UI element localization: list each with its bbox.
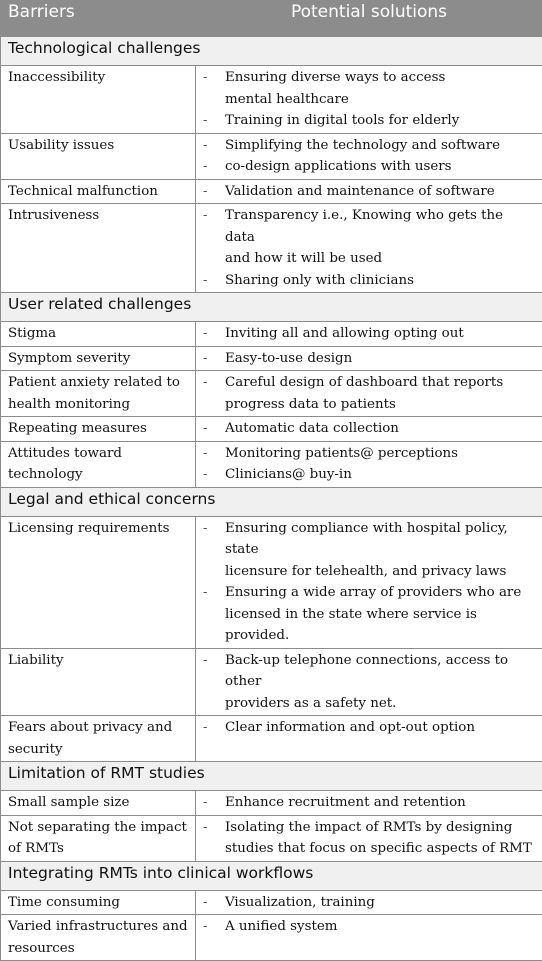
table-row: [1, 133, 542, 179]
solution-line: Transparency i.e., Knowing who gets the data: [225, 205, 535, 248]
barrier-cell: [1, 346, 196, 371]
section-title: User related challenges: [1, 293, 542, 322]
solution-text: [225, 205, 535, 270]
solutions-cell: [196, 815, 542, 861]
solution-text: [225, 110, 535, 132]
table-row: [1, 417, 542, 442]
barrier-line: security: [8, 739, 188, 761]
solution-text: [225, 792, 535, 814]
solution-line: Enhance recruitment and retention: [225, 792, 535, 814]
dash-marker: -: [203, 67, 225, 110]
dash-marker: -: [203, 205, 225, 270]
barrier-cell: [1, 648, 196, 716]
section-row: [1, 37, 542, 66]
section-title: Legal and ethical concerns: [1, 487, 542, 516]
solution-item: [203, 792, 535, 814]
header-row: [1, 1, 542, 37]
solution-text: [225, 464, 535, 486]
table-row: [1, 66, 542, 134]
dash-marker: -: [203, 323, 225, 345]
barrier-cell: [1, 791, 196, 816]
barrier-line: health monitoring: [8, 394, 188, 416]
solution-line: co-design applications with users: [225, 156, 535, 178]
solutions-cell: [196, 204, 542, 293]
barrier-cell: [1, 915, 196, 961]
solution-line: Ensuring compliance with hospital policy, state: [225, 518, 535, 561]
barrier-line: Stigma: [8, 323, 188, 345]
solutions-cell: [196, 791, 542, 816]
solution-line: Training in digital tools for elderly: [225, 110, 535, 132]
dash-marker: -: [203, 582, 225, 647]
dash-marker: -: [203, 892, 225, 914]
solution-line: providers as a safety net.: [225, 693, 535, 715]
solution-item: [203, 464, 535, 486]
dash-marker: -: [203, 270, 225, 292]
solution-line: Simplifying the technology and software: [225, 135, 535, 157]
header-solutions: Potential solutions: [196, 1, 542, 37]
solution-item: [203, 156, 535, 178]
solutions-cell: [196, 648, 542, 716]
table-row: [1, 441, 542, 487]
solutions-cell: [196, 417, 542, 442]
dash-marker: -: [203, 348, 225, 370]
dash-marker: -: [203, 156, 225, 178]
solution-line: Visualization, training: [225, 892, 535, 914]
solution-line: progress data to patients: [225, 394, 535, 416]
solution-line: Back-up telephone connections, access to other: [225, 650, 535, 693]
barrier-cell: [1, 716, 196, 762]
dash-marker: -: [203, 181, 225, 203]
table-row: [1, 815, 542, 861]
table-row: [1, 371, 542, 417]
solution-text: [225, 156, 535, 178]
barrier-cell: [1, 204, 196, 293]
barrier-line: Time consuming: [8, 892, 188, 914]
section-row: [1, 487, 542, 516]
barrier-line: Fears about privacy and: [8, 717, 188, 739]
solution-line: Ensuring a wide array of providers who are: [225, 582, 535, 604]
barrier-line: Technical malfunction: [8, 181, 188, 203]
solution-item: [203, 418, 535, 440]
solution-line: Ensuring diverse ways to access: [225, 67, 535, 89]
barrier-cell: [1, 133, 196, 179]
section-title: Limitation of RMT studies: [1, 762, 542, 791]
barrier-cell: [1, 179, 196, 204]
solution-line: studies that focus on specific aspects of RMT: [225, 838, 535, 860]
solution-item: [203, 892, 535, 914]
barrier-line: Intrusiveness: [8, 205, 188, 227]
solution-text: [225, 348, 535, 370]
barrier-line: of RMTs: [8, 838, 188, 860]
table-row: [1, 915, 542, 961]
solution-item: [203, 205, 535, 270]
solution-line: Clear information and opt-out option: [225, 717, 535, 739]
solution-item: [203, 270, 535, 292]
table-row: [1, 791, 542, 816]
solution-line: Inviting all and allowing opting out: [225, 323, 535, 345]
solution-text: [225, 443, 535, 465]
table-row: [1, 179, 542, 204]
solution-line: Clinicians@ buy-in: [225, 464, 535, 486]
solution-text: [225, 817, 535, 860]
solution-text: [225, 181, 535, 203]
barrier-line: Small sample size: [8, 792, 188, 814]
barrier-line: Attitudes toward technology: [8, 443, 188, 486]
solution-text: [225, 582, 535, 647]
dash-marker: -: [203, 650, 225, 715]
table-row: [1, 516, 542, 648]
solution-line: mental healthcare: [225, 89, 535, 111]
table-row: [1, 346, 542, 371]
table-row: [1, 204, 542, 293]
solution-line: and how it will be used: [225, 248, 535, 270]
barrier-cell: [1, 441, 196, 487]
section-row: [1, 861, 542, 890]
dash-marker: -: [203, 817, 225, 860]
solutions-cell: [196, 322, 542, 347]
solution-item: [203, 518, 535, 583]
barrier-line: Licensing requirements: [8, 518, 188, 540]
dash-marker: -: [203, 518, 225, 583]
solution-line: Careful design of dashboard that reports: [225, 372, 535, 394]
dash-marker: -: [203, 110, 225, 132]
barrier-line: Repeating measures: [8, 418, 188, 440]
barrier-line: Inaccessibility: [8, 67, 188, 89]
solution-item: [203, 650, 535, 715]
barrier-cell: [1, 66, 196, 134]
solution-line: Easy-to-use design: [225, 348, 535, 370]
solution-line: Automatic data collection: [225, 418, 535, 440]
solution-item: [203, 717, 535, 739]
solution-item: [203, 817, 535, 860]
solution-line: A unified system: [225, 916, 535, 938]
section-row: [1, 293, 542, 322]
dash-marker: -: [203, 916, 225, 938]
barrier-line: Patient anxiety related to: [8, 372, 188, 394]
table-row: [1, 716, 542, 762]
solution-item: [203, 110, 535, 132]
dash-marker: -: [203, 443, 225, 465]
barrier-line: Liability: [8, 650, 188, 672]
solution-item: [203, 372, 535, 415]
solution-item: [203, 181, 535, 203]
solution-item: [203, 582, 535, 647]
solution-line: licensure for telehealth, and privacy laws: [225, 561, 535, 583]
solutions-cell: [196, 179, 542, 204]
solutions-cell: [196, 915, 542, 961]
barrier-cell: [1, 322, 196, 347]
table-row: [1, 322, 542, 347]
solution-item: [203, 348, 535, 370]
solution-text: [225, 270, 535, 292]
solution-item: [203, 916, 535, 938]
solution-text: [225, 916, 535, 938]
solution-text: [225, 650, 535, 715]
section-title: Integrating RMTs into clinical workflows: [1, 861, 542, 890]
solution-item: [203, 323, 535, 345]
solutions-cell: [196, 716, 542, 762]
dash-marker: -: [203, 792, 225, 814]
dash-marker: -: [203, 135, 225, 157]
solution-line: Isolating the impact of RMTs by designing: [225, 817, 535, 839]
table-row: [1, 648, 542, 716]
section-row: [1, 762, 542, 791]
barrier-line: Symptom severity: [8, 348, 188, 370]
solution-text: [225, 717, 535, 739]
barrier-line: Usability issues: [8, 135, 188, 157]
barrier-cell: [1, 417, 196, 442]
solution-text: [225, 892, 535, 914]
barrier-cell: [1, 815, 196, 861]
dash-marker: -: [203, 464, 225, 486]
header-barriers: Barriers: [1, 1, 196, 37]
solution-text: [225, 67, 535, 110]
solution-line: Validation and maintenance of software: [225, 181, 535, 203]
solution-text: [225, 418, 535, 440]
solution-item: [203, 135, 535, 157]
solution-line: Sharing only with clinicians: [225, 270, 535, 292]
solution-text: [225, 518, 535, 583]
solutions-cell: [196, 441, 542, 487]
solutions-cell: [196, 133, 542, 179]
barrier-cell: [1, 371, 196, 417]
dash-marker: -: [203, 418, 225, 440]
barrier-cell: [1, 516, 196, 648]
barrier-line: Varied infrastructures and: [8, 916, 188, 938]
solution-item: [203, 67, 535, 110]
solution-item: [203, 443, 535, 465]
solution-line: licensed in the state where service is provided.: [225, 604, 535, 647]
section-title: Technological challenges: [1, 37, 542, 66]
solution-text: [225, 323, 535, 345]
solutions-cell: [196, 346, 542, 371]
dash-marker: -: [203, 372, 225, 415]
solutions-cell: [196, 516, 542, 648]
dash-marker: -: [203, 717, 225, 739]
barrier-line: Not separating the impact: [8, 817, 188, 839]
solution-text: [225, 372, 535, 415]
barrier-line: resources: [8, 938, 188, 960]
solutions-cell: [196, 371, 542, 417]
solutions-cell: [196, 66, 542, 134]
solution-line: Monitoring patients@ perceptions: [225, 443, 535, 465]
solution-text: [225, 135, 535, 157]
